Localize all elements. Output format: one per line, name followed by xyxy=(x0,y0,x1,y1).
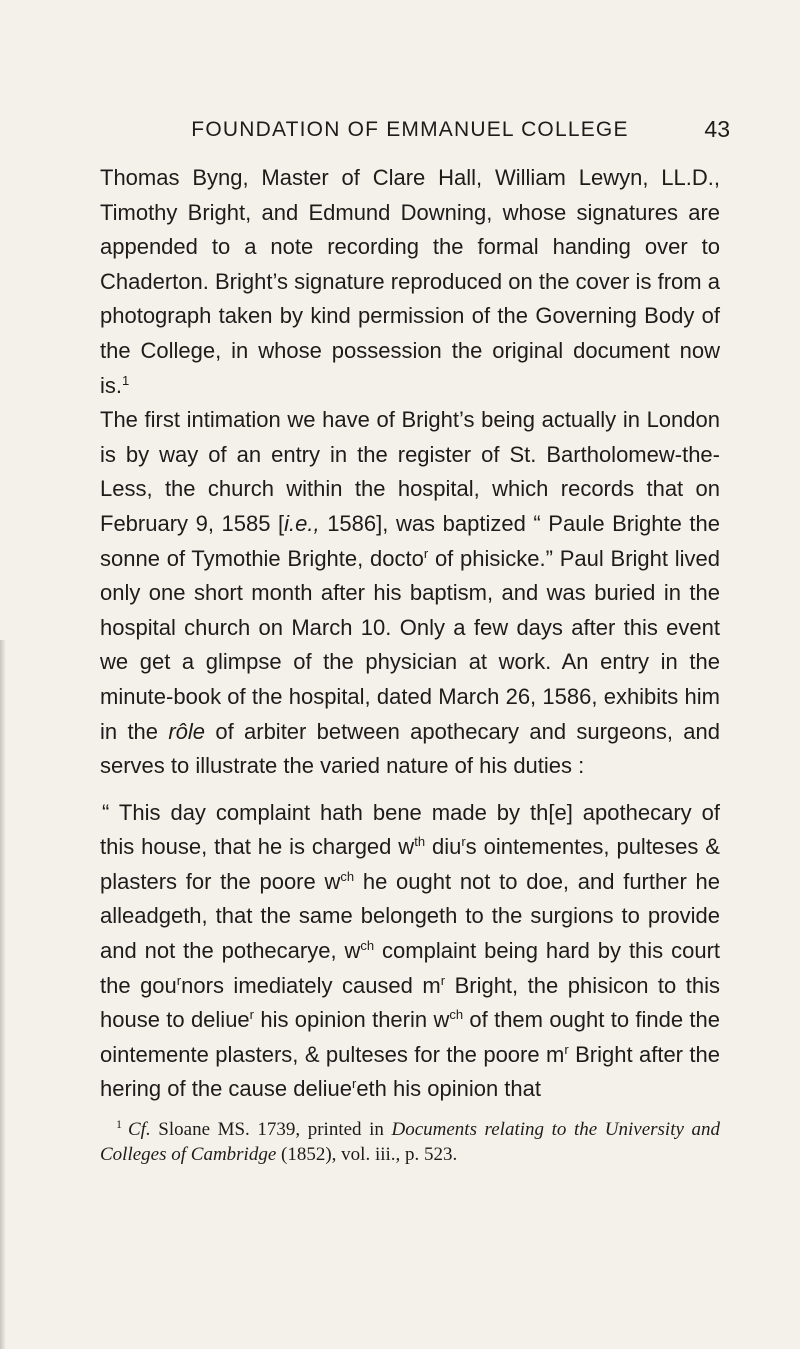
quote-text: s ointementes, pulteses & plasters for the poore w xyxy=(100,834,720,894)
page-gutter-shadow xyxy=(0,640,6,1349)
paragraph-1 xyxy=(100,161,720,403)
superscript: r xyxy=(440,972,446,988)
running-head xyxy=(60,118,760,148)
paragraph-2-text-c: of phisicke.” Paul Bright lived only one short month after his baptism, and was buried in the hospital church on March 10. Only a few days after this event we get a glimpse of the physician at work. An entry in the minute-book of the hospital, dated March 26, 1586, exhibits him in the xyxy=(100,545,721,744)
quote-text: complaint being hard by this court the gou xyxy=(100,938,721,998)
superscript: ch xyxy=(340,868,355,884)
superscript: r xyxy=(351,1076,357,1092)
italic-role: rôle xyxy=(168,718,206,744)
quote-text: he ought not to doe, and further he alleadgeth, that the same belongeth to the surgions to provide and not the pothecarye, w xyxy=(100,868,720,964)
footnote-title: Documents relating to the University and Colleges of Cambridge xyxy=(100,1119,720,1165)
footnote-text-b: (1852), vol. iii., p. 523. xyxy=(276,1144,458,1165)
quote-text: nors imediately caused m xyxy=(181,972,441,998)
italic-ie: i.e., xyxy=(284,510,320,536)
footnote-reference: 1 xyxy=(122,372,130,388)
superscript-r: r xyxy=(423,545,429,561)
quoted-minute-entry xyxy=(100,796,720,1107)
superscript: r xyxy=(249,1007,255,1023)
superscript: th xyxy=(414,834,426,850)
running-title: FOUNDATION OF EMMANUEL COLLEGE xyxy=(191,118,629,141)
footnote-cf: Cf. xyxy=(128,1119,151,1140)
quote-text: diu xyxy=(425,834,462,860)
quote-text: Bright, the phisicon to this house to deliue xyxy=(100,972,721,1033)
superscript: ch xyxy=(360,938,375,954)
paragraph-2 xyxy=(100,403,720,784)
superscript: ch xyxy=(449,1007,464,1023)
quote-text: of them ought to finde the ointemente plasters, & pulteses for the poore m xyxy=(100,1007,721,1067)
superscript: r xyxy=(564,1041,569,1057)
footnote xyxy=(100,1117,720,1167)
quote-text: his opinion therin w xyxy=(254,1007,450,1033)
footnote-mark: 1 xyxy=(116,1117,122,1131)
quote-text: “ This day complaint hath bene made by th[e] apothecary of this house, that he is charged w xyxy=(100,799,720,860)
paragraph-2-text-d: of arbiter between apothecary and surgeons, and serves to illustrate the varied nature of his duties : xyxy=(100,718,720,779)
superscript: r xyxy=(176,972,182,988)
body-text xyxy=(100,161,720,1107)
quote-text: eth his opinion that xyxy=(356,1076,542,1102)
footnote-text-a: Sloane MS. 1739, printed in xyxy=(150,1119,392,1140)
page-number: 43 xyxy=(704,116,730,142)
paragraph-1-text: Thomas Byng, Master of Clare Hall, William Lewyn, LL.D., Timothy Bright, and Edmund Downing, whose signatures are appended to a note recording the formal handing over to Chaderton. Bright’s signature reproduced on the cover is from a photograph taken by kind permission of the Governing Body of the College, in whose possession the original document now is. xyxy=(100,165,720,398)
paragraph-2-text-b: 1586], was baptized “ Paule Brighte the sonne of Tymothie Brighte, docto xyxy=(100,510,720,571)
quote-text: Bright after the hering of the cause deliue xyxy=(100,1041,720,1102)
paragraph-2-text-a: The first intimation we have of Bright’s being actually in London is by way of an entry in the register of St. Bartholomew-the-Less, the church within the hospital, which records that on February 9, 1585 [ xyxy=(100,407,720,536)
superscript: r xyxy=(461,834,466,850)
